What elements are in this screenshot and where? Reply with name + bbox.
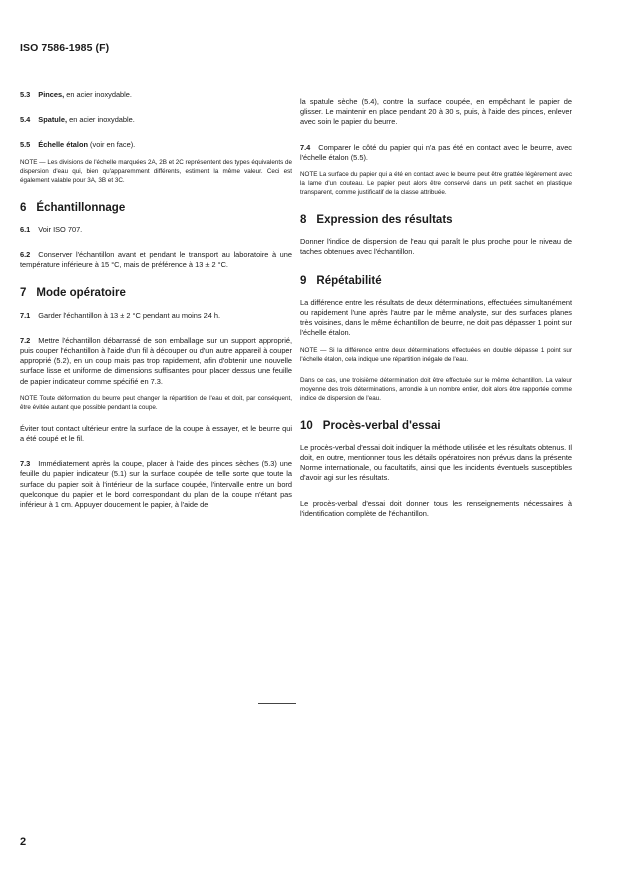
item-number: 5.5 <box>20 140 31 150</box>
section-title: Échantillonnage <box>36 201 126 214</box>
document-header: ISO 7586-1985 (F) <box>20 42 110 54</box>
item-text: (voir en face). <box>90 140 136 150</box>
section-number: 9 <box>300 274 307 287</box>
item-number: 7.3 <box>20 459 31 469</box>
left-column <box>20 90 292 517</box>
item-7-1 <box>20 311 292 321</box>
item-text: Immédiatement après la coupe, placer à l'aide des pinces sèches (5.3) une feuille du papier indicateur (5.1) sur la surface coupée de telle sorte que toute la surface du papier soit à l'intérieur de la surface coupée, l'intervalle entre un bord quelconque du papier et le bord correspondant du plan de la coupe n'étant pas inférieur à 1 cm. Appuyer doucement le papier, à l'aide de <box>20 459 292 510</box>
section-title: Procès-verbal d'essai <box>322 419 441 432</box>
item-number: 6.1 <box>20 224 31 234</box>
section-10-heading <box>300 421 572 431</box>
para-10b: Le procès-verbal d'essai doit donner tous les renseignements nécessaires à l'identification complète de l'échantillon. <box>300 498 572 518</box>
item-title: Pinces, <box>38 90 65 99</box>
item-text: en acier inoxydable. <box>66 90 132 99</box>
item-6-2 <box>20 250 292 270</box>
section-7-heading <box>20 288 292 298</box>
section-title: Expression des résultats <box>316 214 453 227</box>
item-title: Échelle étalon <box>38 140 88 150</box>
note-7-4: NOTE La surface du papier qui a été en contact avec le beurre peut être grattée légèrement avec la lame d'un couteau. Le papier peut alors être conservé dans un petit sachet en plastique transparent, comme justificatif de la classe attribuée. <box>300 171 572 197</box>
para-7-3-continued: la spatule sèche (5.4), contre la surface coupée, en empêchant le papier de glisser. Le maintenir en place pendant 20 à 30 s, puis, à l'aide des pinces, enlever avec soin le papier du beurre. <box>300 97 572 127</box>
item-text: Garder l'échantillon à 13 ± 2 °C pendant au moins 24 h. <box>38 310 221 320</box>
page-number: 2 <box>20 836 27 848</box>
section-title: Mode opératoire <box>36 287 126 300</box>
section-number: 8 <box>300 214 307 227</box>
section-title: Répétabilité <box>316 274 382 287</box>
item-number: 7.2 <box>20 335 31 345</box>
item-text: Conserver l'échantillon avant et pendant le transport au laboratoire à une température inférieure à 15 °C, mais de préférence à 13 ± 2 °C. <box>20 250 292 270</box>
item-5-4 <box>20 115 292 125</box>
item-7-4 <box>300 143 572 163</box>
section-6-heading <box>20 203 292 213</box>
item-5-3 <box>20 90 292 100</box>
note-5: NOTE — Les divisions de l'échelle marquées 2A, 2B et 2C représentent des types équivalents de dispersion d'eau qui, bien qu'apparemment différents, estiment la même valeur. Ceci est également valable pour 3A, 3B et 3C. <box>20 158 292 184</box>
section-number: 7 <box>20 287 27 300</box>
para-7-2b: Éviter tout contact ultérieur entre la surface de la coupe à essayer, et le beurre qui a été coupé et le fil. <box>20 423 292 444</box>
item-text: Voir ISO 707. <box>38 224 83 234</box>
para-8: Donner l'indice de dispersion de l'eau qui paraît le plus proche pour le niveau de taches obtenues avec l'échantillon. <box>300 237 572 257</box>
item-number: 6.2 <box>20 250 31 260</box>
item-text: Mettre l'échantillon débarrassé de son emballage sur un support approprié, puis couper l'échantillon à l'aide d'un fil à découper ou d'un autre appareil à couper approprié (5.2), en un coup mais pas trop rapidement, afin d'obtenir une nouvelle surface lisse et uniforme de dimensions suffisantes pour placer dessus une feuille de papier indicateur comme spécifié en 7.3. <box>20 335 292 386</box>
item-text: en acier inoxydable. <box>69 115 135 125</box>
item-number: 5.3 <box>20 90 31 99</box>
item-5-5 <box>20 140 292 150</box>
section-number: 6 <box>20 201 27 214</box>
right-column <box>300 97 572 526</box>
section-8-heading <box>300 215 572 225</box>
para-10a: Le procès-verbal d'essai doit indiquer la méthode utilisée et les résultats obtenus. Il doit, en outre, mentionner tous les détails opératoires non prévus dans la présente Norme internationale, ou facultatifs, ainsi que les incidents éventuels susceptibles d'avoir agi sur les résultats. <box>300 442 572 483</box>
item-7-2 <box>20 336 292 387</box>
end-rule <box>258 703 296 704</box>
item-number: 7.1 <box>20 310 31 320</box>
item-text: Comparer le côté du papier qui n'a pas été en contact avec le beurre, avec l'échelle étalon (5.5). <box>300 142 572 162</box>
item-7-3 <box>20 459 292 510</box>
item-number: 5.4 <box>20 115 31 125</box>
section-9-heading <box>300 276 572 286</box>
note-9b: Dans ce cas, une troisième détermination doit être effectuée sur le même échantillon. La valeur moyenne des trois déterminations, arrondie à un nombre entier, doit alors être rapportée comme indice de dispersion de l'eau. <box>300 376 572 402</box>
note-9: NOTE — Si la différence entre deux déterminations effectuées en double dépasse 1 point sur l'échelle étalon, cela indique une répartition inégale de l'eau. <box>300 346 572 363</box>
item-6-1 <box>20 225 292 235</box>
note-7-2: NOTE Toute déformation du beurre peut changer la répartition de l'eau et doit, par conséquent, être évitée autant que possible pendant la coupe. <box>20 394 292 411</box>
para-9: La différence entre les résultats de deux déterminations, effectuées simultanément ou rapidement l'une après l'autre par le même analyste, sur des surfaces planes très voisines, dans le même échantillon de beurre, ne doit pas dépasser 1 point sur l'échelle étalon. <box>300 297 572 338</box>
section-number: 10 <box>300 419 313 432</box>
item-number: 7.4 <box>300 142 311 152</box>
item-title: Spatule, <box>38 115 68 125</box>
